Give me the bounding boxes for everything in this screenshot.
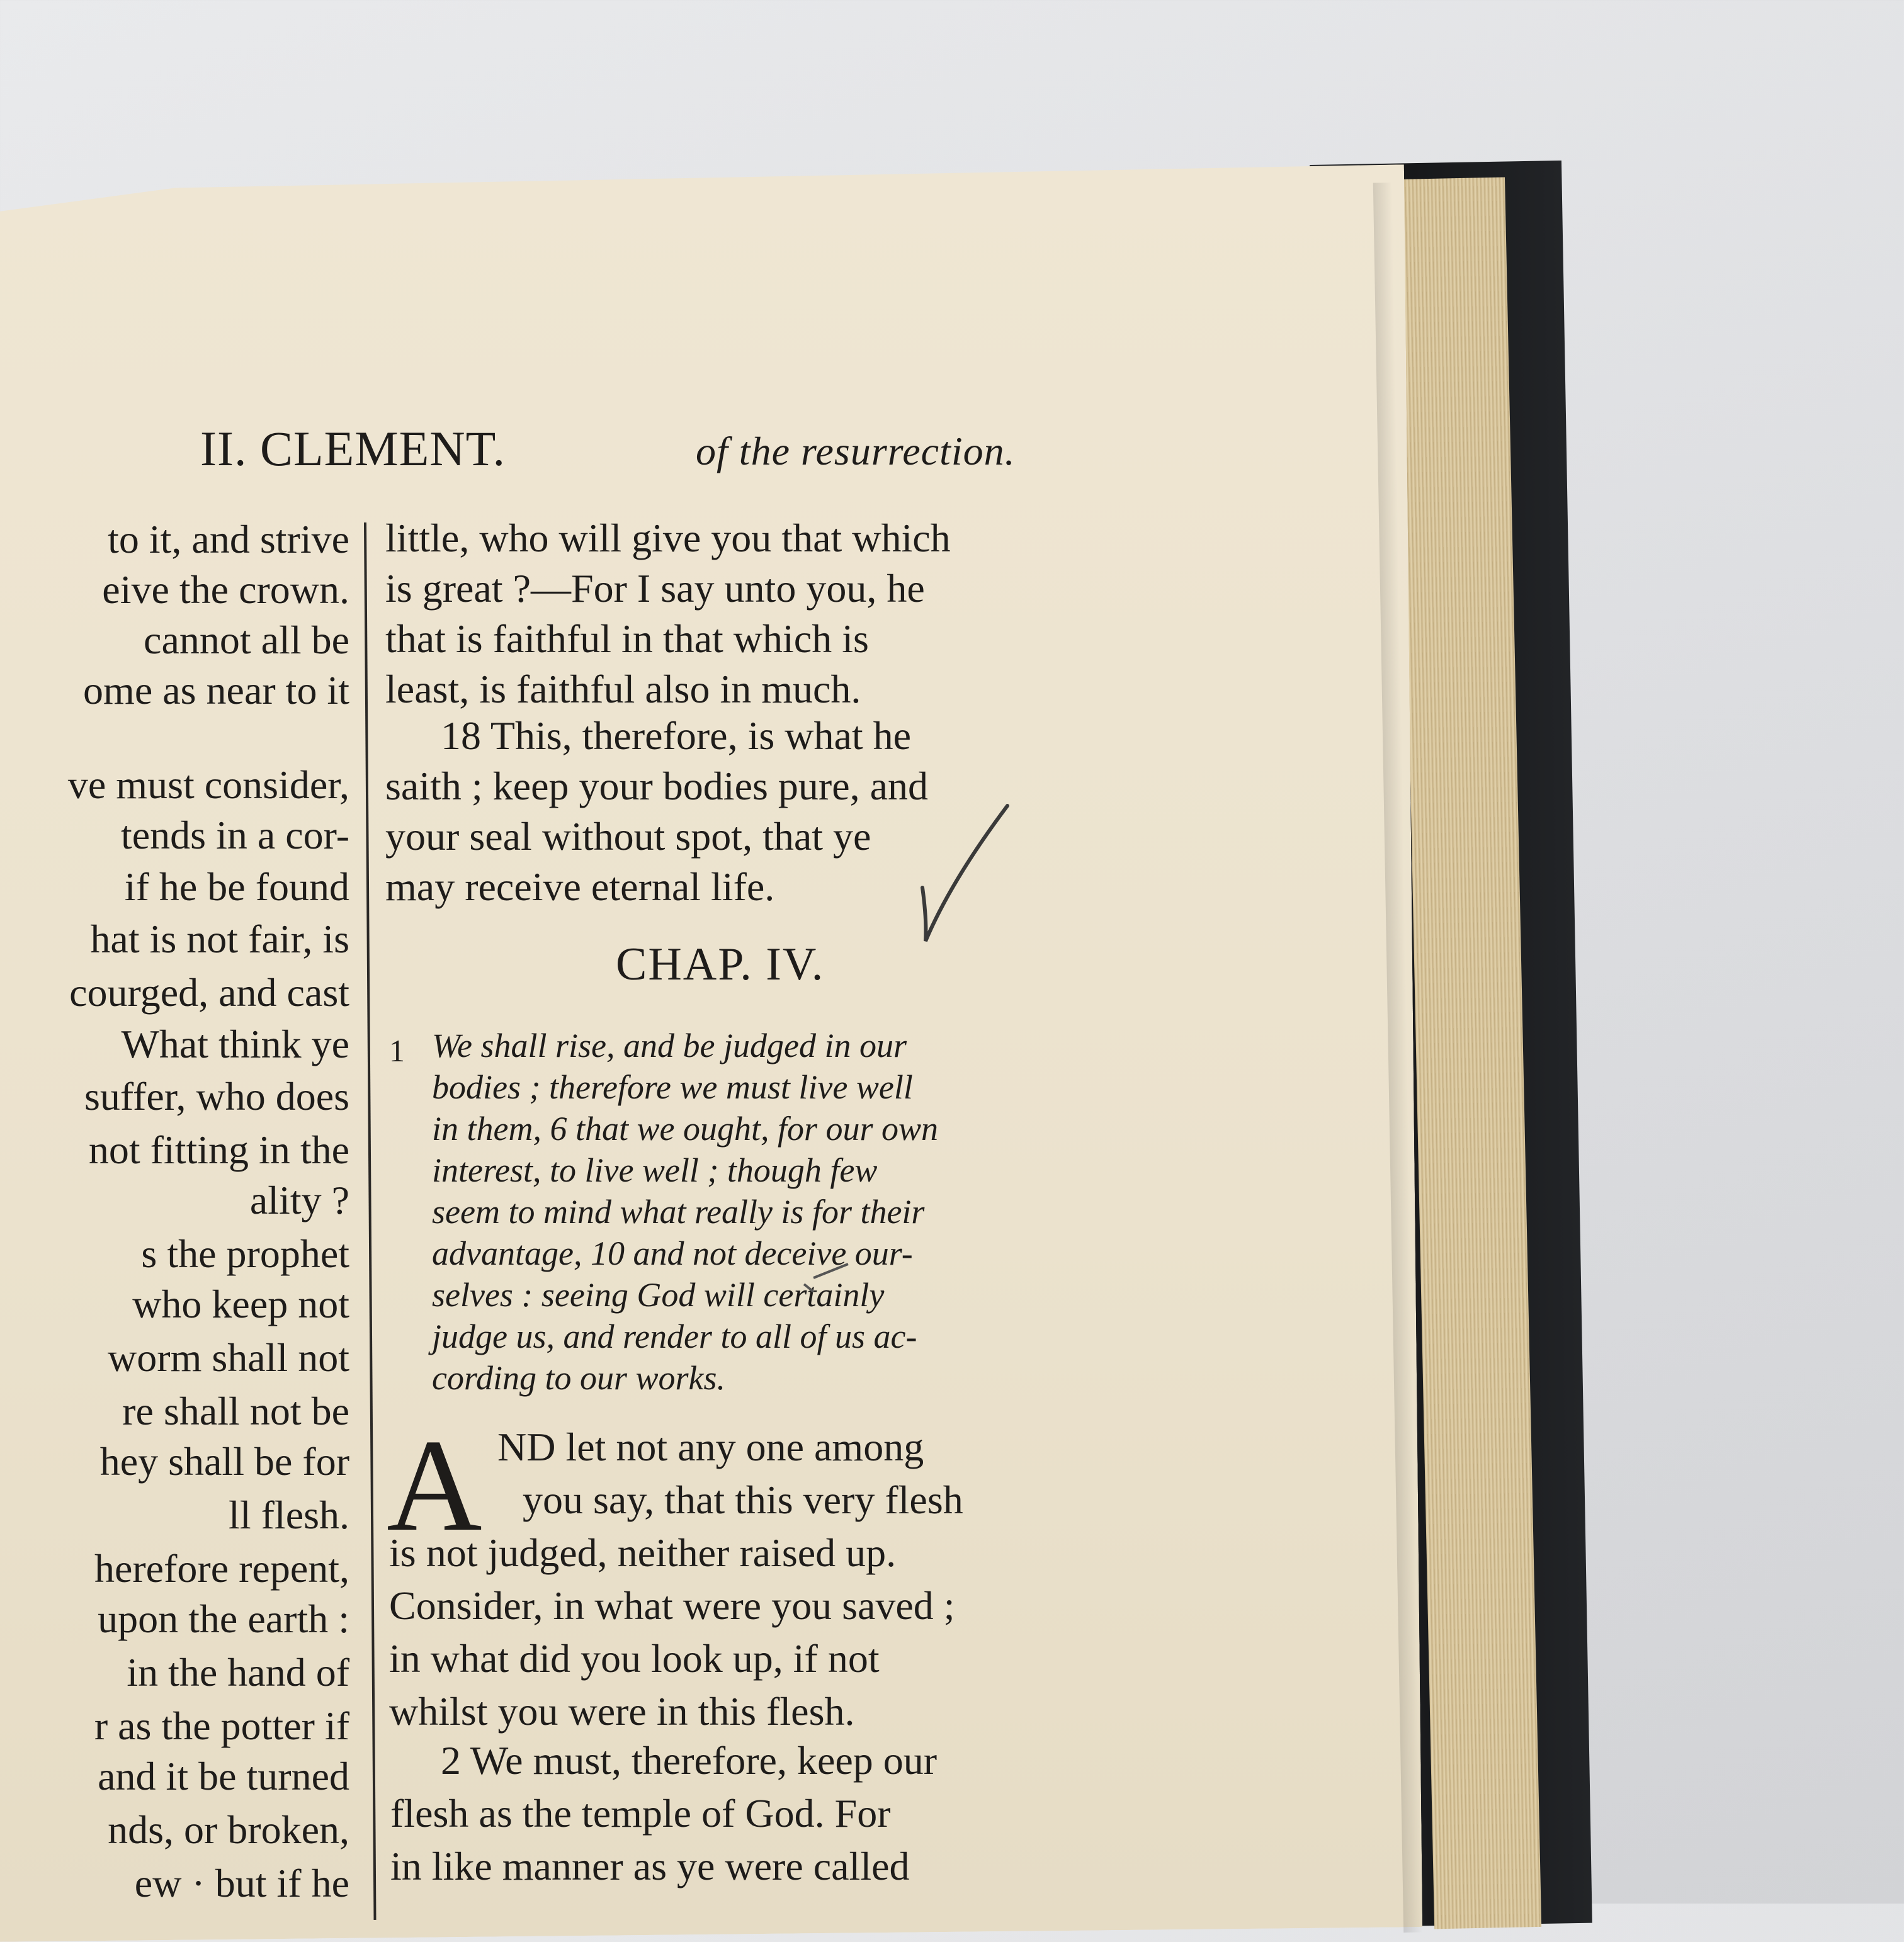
summary-number: 1 (389, 1033, 405, 1068)
summary-line: interest, to live well ; though few (432, 1151, 878, 1189)
pencil-tick-icon (801, 1259, 851, 1297)
left-column-line: ew · but if he (134, 1861, 349, 1905)
summary-line: cording to our works. (432, 1359, 726, 1397)
summary-line: We shall rise, and be judged in our (432, 1027, 907, 1064)
body-line: least, is faithful also in much. (385, 667, 861, 711)
body-line: ND let not any one among (497, 1425, 924, 1469)
body-line: saith ; keep your bodies pure, and (385, 764, 928, 808)
left-column-line: if he be found (124, 864, 349, 909)
summary-line: advantage, 10 and not deceive our- (432, 1234, 913, 1272)
left-column-line: courged, and cast (69, 970, 349, 1015)
left-column-line: who keep not (132, 1282, 349, 1326)
body-line: little, who will give you that which (385, 516, 951, 560)
body-line: 2 We must, therefore, keep our (441, 1738, 938, 1783)
summary-line: seem to mind what really is for their (432, 1193, 925, 1231)
left-column-line: re shall not be (122, 1389, 349, 1433)
body-line: 18 This, therefore, is what he (441, 713, 912, 758)
summary-line: judge us, and render to all of us ac- (432, 1318, 917, 1355)
summary-line: bodies ; therefore we must live well (432, 1068, 913, 1106)
body-line: that is faithful in that which is (385, 616, 869, 661)
pencil-checkmark-icon (913, 793, 1014, 944)
body-line: flesh as the temple of God. For (390, 1791, 891, 1836)
body-line: your seal without spot, that ye (385, 814, 871, 859)
chapter-heading: CHAP. IV. (616, 939, 825, 990)
left-column-line: ll flesh. (229, 1493, 349, 1537)
body-line: you say, that this very flesh (523, 1477, 963, 1522)
left-column-line: cannot all be (144, 618, 349, 662)
left-column-line: and it be turned (98, 1754, 349, 1798)
left-column-line: s the prophet (141, 1231, 349, 1276)
left-column-line: ality ? (249, 1178, 349, 1222)
left-column-line: ome as near to it (83, 668, 349, 713)
page-header-title: II. CLEMENT. (200, 421, 506, 476)
left-column-line: eive the crown. (102, 567, 349, 612)
body-line: in like manner as ye were called (390, 1844, 910, 1888)
body-line: is not judged, neither raised up. (389, 1530, 897, 1575)
left-column-line: upon the earth : (98, 1596, 349, 1641)
left-column-line: ve must consider, (67, 762, 349, 807)
summary-line: in them, 6 that we ought, for our own (432, 1110, 939, 1148)
left-column-line: tends in a cor- (120, 813, 349, 857)
summary-line: selves : seeing God will certainly (432, 1276, 885, 1314)
left-column-line: What think ye (121, 1022, 349, 1066)
left-column-line: r as the potter if (94, 1703, 349, 1748)
left-column-line: not fitting in the (88, 1127, 349, 1172)
left-column-line: hat is not fair, is (90, 917, 349, 961)
left-column-line: suffer, who does (84, 1074, 349, 1119)
body-line: may receive eternal life. (385, 864, 775, 909)
left-column-line: hey shall be for (99, 1439, 349, 1484)
body-line: whilst you were in this flesh. (389, 1689, 855, 1734)
running-head: of the resurrection. (696, 429, 1016, 473)
body-line: in what did you look up, if not (389, 1636, 880, 1681)
left-column-line: in the hand of (127, 1650, 349, 1695)
left-column-line: nds, or broken, (108, 1807, 349, 1852)
body-line: is great ?—For I say unto you, he (385, 566, 925, 611)
left-column-line: worm shall not (108, 1335, 349, 1380)
body-line: Consider, in what were you saved ; (389, 1583, 955, 1628)
drop-cap: A (387, 1413, 482, 1559)
left-column-line: herefore repent, (94, 1546, 349, 1591)
left-column-line: to it, and strive (108, 517, 349, 562)
